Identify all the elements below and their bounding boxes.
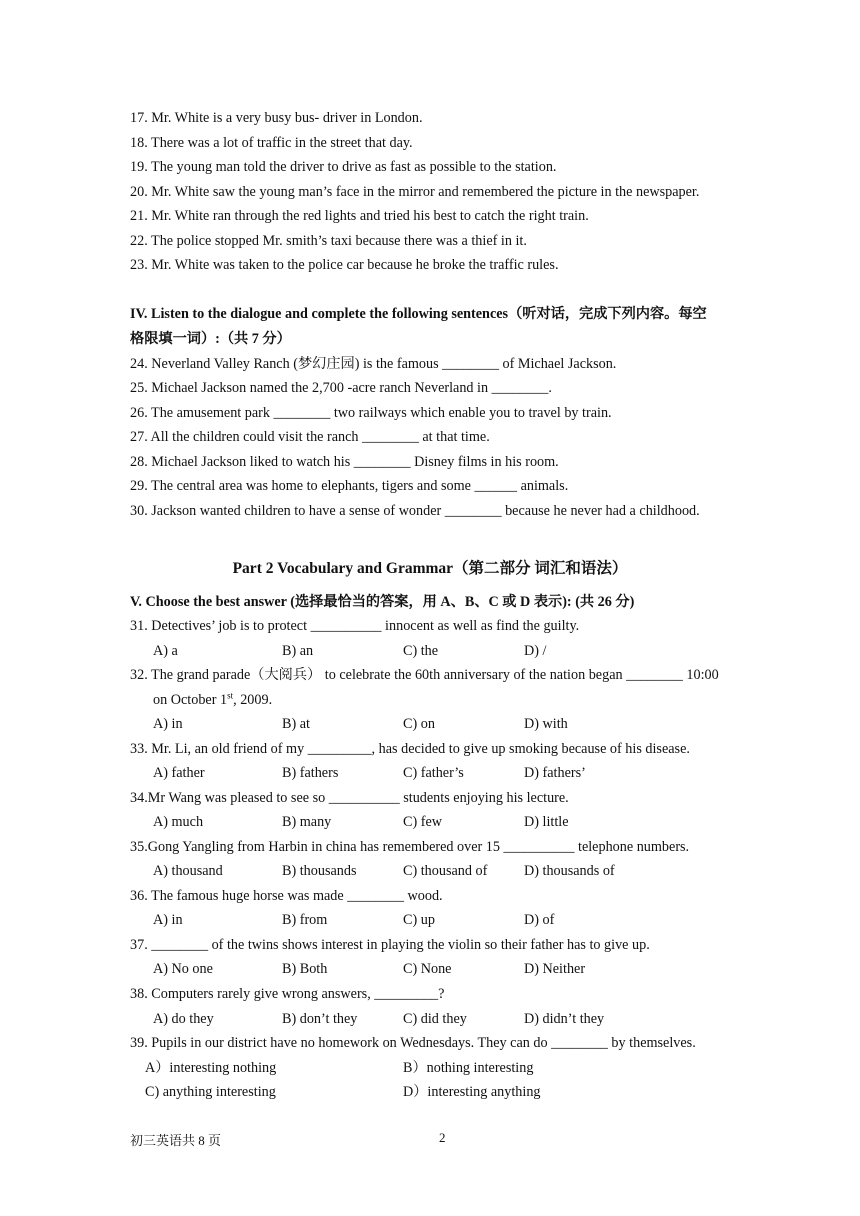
- option-d: D) of: [524, 912, 555, 928]
- question-21: 21. Mr. White ran through the red lights and tried his best to catch the right train.: [130, 208, 589, 224]
- option-c: C) father’s: [403, 765, 464, 781]
- footer-label: 初三英语共 8 页: [130, 1133, 222, 1148]
- question-33: 33. Mr. Li, an old friend of my _________, has decided to give up smoking because of his disease.: [130, 741, 690, 757]
- part-2-heading: Part 2 Vocabulary and Grammar（第二部分 词汇和语法）: [232, 560, 628, 577]
- question-37: 37. ________ of the twins shows interest in playing the violin so their father has to give up.: [130, 937, 650, 953]
- option-b: B) many: [282, 814, 332, 830]
- question-22: 22. The police stopped Mr. smith’s taxi because there was a thief in it.: [130, 233, 527, 249]
- question-36: 36. The famous huge horse was made ________ wood.: [130, 888, 443, 904]
- option-d: D) /: [524, 643, 547, 659]
- question-27: 27. All the children could visit the ranch ________ at that time.: [130, 429, 490, 445]
- option-a: A) in: [153, 912, 183, 928]
- option-a: A) No one: [153, 961, 213, 977]
- option-a: A) father: [153, 765, 205, 781]
- option-c: C) anything interesting: [145, 1084, 276, 1100]
- option-c: C) few: [403, 814, 443, 830]
- question-38: 38. Computers rarely give wrong answers, _________?: [130, 986, 445, 1002]
- option-c: C) did they: [403, 1011, 467, 1027]
- question-29: 29. The central area was home to elephants, tigers and some ______ animals.: [130, 478, 569, 494]
- option-d: D) thousands of: [524, 863, 615, 879]
- option-c: C) thousand of: [403, 863, 488, 879]
- option-c: C) on: [403, 716, 435, 732]
- question-17: 17. Mr. White is a very busy bus- driver in London.: [130, 110, 423, 126]
- question-19: 19. The young man told the driver to drive as fast as possible to the station.: [130, 159, 557, 175]
- option-d: D）interesting anything: [403, 1084, 541, 1100]
- page-number: 2: [439, 1130, 446, 1145]
- option-a: A) do they: [153, 1011, 214, 1027]
- question-18: 18. There was a lot of traffic in the street that day.: [130, 135, 413, 151]
- question-25: 25. Michael Jackson named the 2,700 -acre ranch Neverland in ________.: [130, 380, 552, 396]
- option-a: A）interesting nothing: [145, 1060, 277, 1076]
- option-b: B) an: [282, 643, 314, 659]
- option-d: D) with: [524, 716, 568, 732]
- option-b: B) Both: [282, 961, 328, 977]
- option-a: A) a: [153, 643, 178, 659]
- option-b: B) from: [282, 912, 328, 928]
- section-v-title: V. Choose the best answer (选择最恰当的答案，用 A、B、C 或 D 表示): (共 26 分): [130, 594, 635, 610]
- question-26: 26. The amusement park ________ two railways which enable you to travel by train.: [130, 405, 612, 421]
- question-39: 39. Pupils in our district have no homework on Wednesdays. They can do ________ by themselves.: [130, 1035, 696, 1051]
- option-b: B) at: [282, 716, 310, 732]
- option-a: A) in: [153, 716, 183, 732]
- question-35: 35.Gong Yangling from Harbin in china has remembered over 15 __________ telephone numbers.: [130, 839, 690, 855]
- question-28: 28. Michael Jackson liked to watch his ________ Disney films in his room.: [130, 454, 559, 470]
- ordinal-suffix: st: [227, 690, 234, 701]
- option-c: C) the: [403, 643, 439, 659]
- option-d: D) didn’t they: [524, 1011, 605, 1027]
- section-iv-title-cont: 格限填一词）:（共 7 分）: [130, 331, 291, 347]
- question-20: 20. Mr. White saw the young man’s face in the mirror and remembered the picture in the newspaper.: [130, 184, 700, 200]
- option-b: B) don’t they: [282, 1011, 358, 1027]
- option-b: B) thousands: [282, 863, 357, 879]
- option-c: C) up: [403, 912, 435, 928]
- option-c: C) None: [403, 961, 452, 977]
- option-d: D) Neither: [524, 961, 586, 977]
- question-24: 24. Neverland Valley Ranch (梦幻庄园) is the famous ________ of Michael Jackson.: [130, 356, 617, 372]
- option-b: B）nothing interesting: [403, 1060, 534, 1076]
- question-34: 34.Mr Wang was pleased to see so __________ students enjoying his lecture.: [130, 790, 569, 806]
- question-23: 23. Mr. White was taken to the police car because he broke the traffic rules.: [130, 257, 559, 273]
- option-a: A) thousand: [153, 863, 223, 879]
- question-32-year: , 2009.: [233, 692, 273, 708]
- question-32-date-text: on October 1: [153, 692, 228, 708]
- option-d: D) little: [524, 814, 569, 830]
- option-a: A) much: [153, 814, 204, 830]
- question-32-date: [153, 691, 272, 709]
- question-31: 31. Detectives’ job is to protect __________ innocent as well as find the guilty.: [130, 618, 580, 634]
- option-b: B) fathers: [282, 765, 339, 781]
- question-32: 32. The grand parade（大阅兵） to celebrate the 60th anniversary of the nation began ________ 10:00: [130, 667, 719, 683]
- question-30: 30. Jackson wanted children to have a sense of wonder ________ because he never had a childhood.: [130, 503, 700, 519]
- option-d: D) fathers’: [524, 765, 586, 781]
- section-iv-title: IV. Listen to the dialogue and complete the following sentences（听对话，完成下列内容。每空: [130, 306, 707, 322]
